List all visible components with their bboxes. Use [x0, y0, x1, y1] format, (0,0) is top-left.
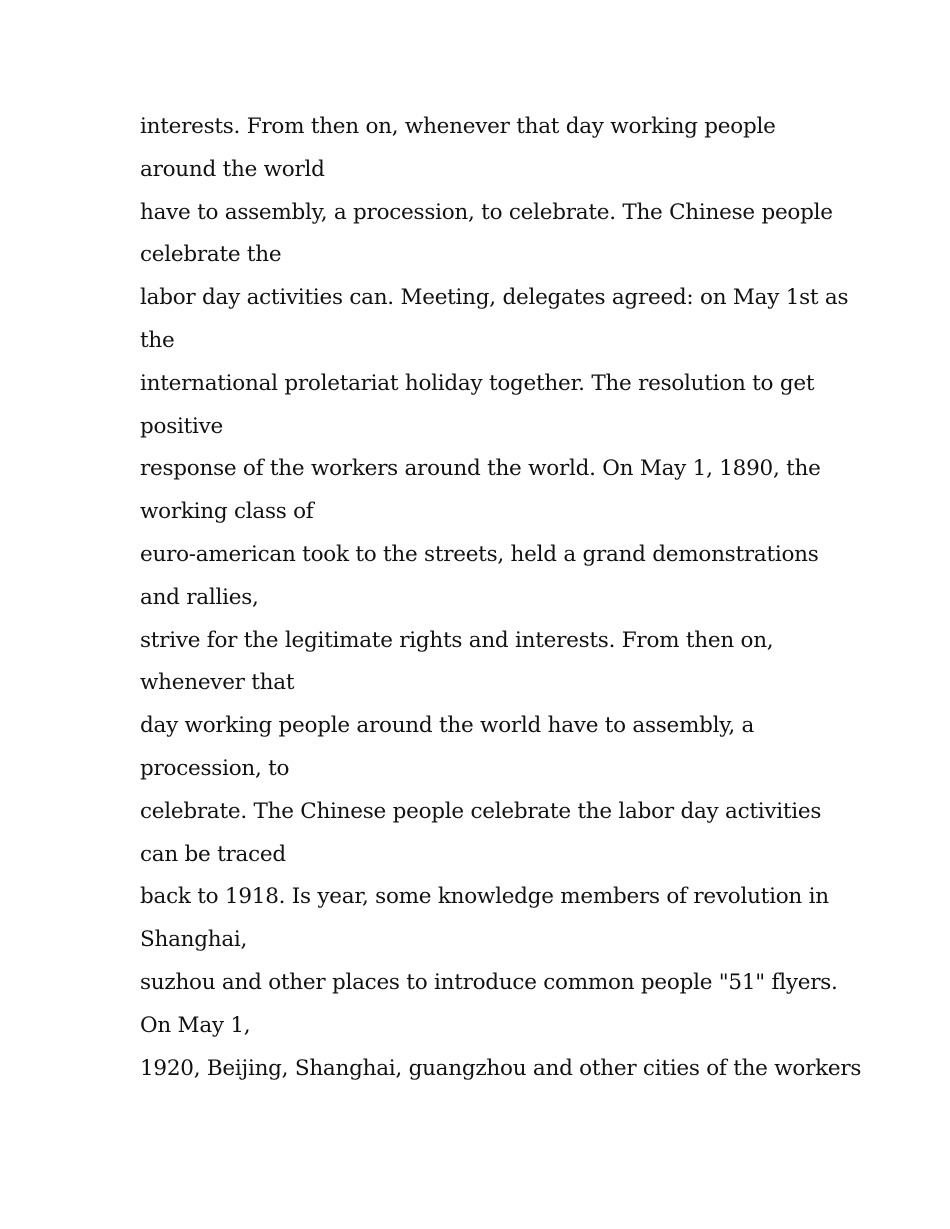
text-line: euro-american took to the streets, held a grand demonstrations — [140, 541, 819, 567]
text-line: international proletariat holiday together. The resolution to get — [140, 370, 815, 396]
text-line: have to assembly, a procession, to celebrate. The Chinese people — [140, 199, 833, 225]
text-line: interests. From then on, whenever that day working people — [140, 114, 776, 139]
text-line: working class of — [140, 499, 314, 525]
text-line: suzhou and other places to introduce common people "51" flyers. — [140, 969, 838, 995]
text-line: day working people around the world have to assembly, a — [140, 713, 755, 739]
text-line: 1920, Beijing, Shanghai, guangzhou and other cities of the workers — [140, 1055, 862, 1081]
text-line: the — [140, 327, 175, 353]
text-line: positive — [140, 413, 224, 439]
text-line: response of the workers around the world. On May 1, 1890, the — [140, 456, 821, 482]
text-line: strive for the legitimate rights and interests. From then on, — [140, 627, 774, 653]
text-line: can be traced — [140, 841, 286, 867]
document-body — [140, 106, 860, 1090]
text-line: labor day activities can. Meeting, delegates agreed: on May 1st as — [140, 285, 849, 311]
text-line: and rallies, — [140, 584, 259, 610]
text-line: procession, to — [140, 755, 290, 781]
text-line: On May 1, — [140, 1012, 251, 1038]
text-line: celebrate. The Chinese people celebrate the labor day activities — [140, 798, 822, 824]
text-line: around the world — [140, 156, 325, 182]
text-line: back to 1918. Is year, some knowledge members of revolution in — [140, 884, 829, 910]
text-line: celebrate the — [140, 242, 282, 268]
text-line: whenever that — [140, 670, 295, 696]
text-line: Shanghai, — [140, 927, 248, 953]
